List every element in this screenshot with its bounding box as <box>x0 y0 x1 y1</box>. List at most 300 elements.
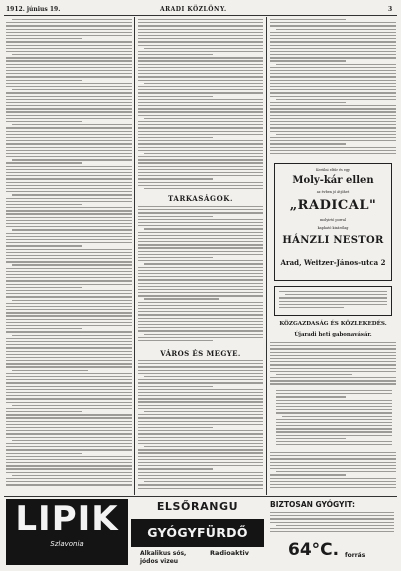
text-line <box>6 121 82 122</box>
text-line <box>6 242 132 243</box>
text-line <box>6 169 132 170</box>
text-line <box>6 172 132 173</box>
text-line <box>270 487 396 488</box>
text-line <box>6 309 132 310</box>
text-line <box>6 271 132 272</box>
text-line <box>270 35 396 36</box>
text-line <box>270 512 394 513</box>
text-line <box>138 115 263 116</box>
lipik-phrase2: jódos vizeu <box>140 558 179 565</box>
text-line <box>138 150 263 151</box>
price-table-rows <box>276 390 392 450</box>
text-line <box>270 32 396 33</box>
text-line <box>276 99 396 100</box>
text-line <box>6 366 132 367</box>
text-line <box>138 80 263 81</box>
text-line <box>6 108 132 109</box>
text-line <box>138 386 213 387</box>
text-line <box>138 212 263 213</box>
text-line <box>6 51 132 52</box>
text-line <box>12 194 132 195</box>
section-heading-tarkasagok: TARKASÁGOK. <box>168 194 233 203</box>
text-line <box>6 344 132 345</box>
page-date: 1912. június 19. <box>6 6 61 13</box>
text-line <box>6 96 132 97</box>
text-line <box>144 188 263 189</box>
moly-ad-seller-label: kapható kizárólag <box>317 226 349 230</box>
text-line <box>138 308 263 309</box>
text-line <box>6 443 132 444</box>
text-line <box>6 360 132 361</box>
text-line <box>138 127 263 128</box>
text-line <box>270 73 396 74</box>
text-line <box>6 220 132 221</box>
text-line <box>6 210 132 211</box>
text-line <box>138 166 263 167</box>
text-line <box>138 382 263 383</box>
text-line <box>138 232 263 233</box>
text-line <box>138 417 263 418</box>
text-line <box>279 304 387 305</box>
text-line <box>6 427 132 428</box>
text-line <box>138 276 263 277</box>
text-line <box>270 108 396 109</box>
text-line <box>138 54 213 55</box>
text-line <box>6 115 132 116</box>
text-line <box>6 421 132 422</box>
text-line <box>6 255 132 256</box>
text-line <box>138 89 263 90</box>
moly-ad-line1: Kerülni eltűr és egy <box>316 168 350 172</box>
text-line <box>12 300 132 301</box>
text-line <box>270 57 396 58</box>
text-line <box>6 389 132 390</box>
text-line <box>138 238 263 239</box>
text-line <box>6 354 132 355</box>
text-line <box>144 376 263 377</box>
text-line <box>6 411 82 412</box>
text-line <box>6 268 132 269</box>
text-line <box>6 446 132 447</box>
column-3-text-bottom <box>270 452 396 492</box>
text-line <box>276 471 396 472</box>
text-line <box>6 465 132 466</box>
text-line <box>138 302 263 303</box>
text-line <box>138 370 263 371</box>
text-line <box>138 289 263 290</box>
text-line <box>6 414 132 415</box>
text-line <box>138 327 263 328</box>
section-heading-kozgazdasag: KÖZGAZDASÁG ÉS KÖZLEKEDÉS. <box>279 321 387 327</box>
text-line <box>138 260 263 261</box>
column-1-text <box>6 19 132 491</box>
text-line <box>138 134 263 135</box>
text-line <box>138 366 263 367</box>
column-2-text-top <box>138 19 263 192</box>
text-line <box>138 241 263 242</box>
text-line <box>138 99 263 100</box>
text-line <box>270 140 396 141</box>
text-line <box>6 64 132 65</box>
text-line <box>270 153 396 154</box>
text-line <box>138 175 263 176</box>
text-line <box>270 111 396 112</box>
text-line <box>6 147 132 148</box>
text-line <box>6 478 132 479</box>
text-line <box>270 383 396 384</box>
text-line <box>270 147 396 148</box>
text-line <box>270 92 396 93</box>
text-line <box>270 522 394 523</box>
lipik-subtitle: GYÓGYFÜRDŐ <box>131 519 264 547</box>
text-line <box>138 41 263 42</box>
text-line <box>270 458 396 459</box>
text-line <box>138 449 263 450</box>
text-line <box>6 143 132 144</box>
column-3-text-middle <box>270 342 396 388</box>
text-line <box>6 41 132 42</box>
masthead: ARADI KÖZLÖNY. <box>160 6 227 13</box>
text-line <box>6 277 132 278</box>
text-line <box>276 403 392 404</box>
text-line <box>6 449 132 450</box>
text-line <box>138 247 263 248</box>
text-line <box>6 32 132 33</box>
text-line <box>270 377 396 378</box>
lipik-claims-text <box>270 512 394 536</box>
text-line <box>138 105 263 106</box>
text-line <box>6 287 82 288</box>
text-line <box>138 405 263 406</box>
text-line <box>6 274 132 275</box>
text-line <box>138 340 213 341</box>
text-line <box>138 108 263 109</box>
text-line <box>270 115 396 116</box>
text-line <box>138 51 263 52</box>
text-line <box>6 325 132 326</box>
text-line <box>6 38 82 39</box>
text-line <box>138 395 263 396</box>
text-line <box>6 357 132 358</box>
text-line <box>6 92 132 93</box>
small-notice-text <box>279 291 387 313</box>
text-line <box>138 96 213 97</box>
page-number: 3 <box>388 6 393 13</box>
text-line <box>138 267 263 268</box>
text-line <box>138 251 263 252</box>
text-line <box>279 307 344 308</box>
text-line <box>276 441 392 442</box>
text-line <box>6 134 132 135</box>
header-rule <box>4 15 397 16</box>
text-line <box>138 360 263 361</box>
text-line <box>138 222 263 223</box>
text-line <box>270 96 396 97</box>
text-line <box>6 252 132 253</box>
text-line <box>138 398 263 399</box>
text-line <box>138 70 263 71</box>
text-line <box>270 364 396 365</box>
text-line <box>6 175 132 176</box>
text-line <box>270 518 394 519</box>
text-line <box>276 396 346 397</box>
text-line <box>276 431 392 432</box>
text-line <box>6 45 132 46</box>
text-line <box>138 19 263 20</box>
text-line <box>138 389 263 390</box>
text-line <box>270 45 396 46</box>
text-line <box>276 406 392 407</box>
text-line <box>138 38 263 39</box>
text-line <box>138 60 263 61</box>
text-line <box>6 25 132 26</box>
text-line <box>270 48 396 49</box>
text-line <box>270 25 396 26</box>
text-line <box>12 440 132 441</box>
text-line <box>6 258 132 259</box>
text-line <box>6 140 132 141</box>
text-line <box>138 373 263 374</box>
ad-band-rule <box>4 496 397 497</box>
text-line <box>279 301 387 302</box>
text-line <box>6 22 132 23</box>
text-line <box>6 86 132 87</box>
text-line <box>6 76 132 77</box>
text-line <box>138 318 263 319</box>
text-line <box>270 345 396 346</box>
text-line <box>276 64 396 65</box>
text-line <box>6 111 132 112</box>
text-line <box>6 328 82 329</box>
text-line <box>270 121 396 122</box>
text-line <box>138 305 263 306</box>
text-line <box>138 270 263 271</box>
text-line <box>6 60 132 61</box>
text-line <box>270 51 396 52</box>
text-line <box>6 373 132 374</box>
text-line <box>6 35 132 36</box>
text-line <box>12 264 132 265</box>
text-line <box>276 428 392 429</box>
moly-ad-brand: „RADICAL" <box>289 198 377 213</box>
text-line <box>276 390 392 391</box>
moly-ad-address: Arad, Weitzer-János-utca 2 <box>280 258 386 267</box>
text-line <box>6 363 132 364</box>
text-line <box>270 515 394 516</box>
text-line <box>6 249 132 250</box>
text-line <box>6 430 132 431</box>
text-line <box>138 392 263 393</box>
text-line <box>270 528 394 529</box>
text-line <box>6 99 132 100</box>
text-line <box>138 143 263 144</box>
small-notice-box <box>274 286 392 316</box>
text-line <box>12 335 132 336</box>
text-line <box>6 417 132 418</box>
text-line <box>270 67 396 68</box>
text-line <box>6 223 132 224</box>
text-line <box>270 358 396 359</box>
text-line <box>144 334 263 335</box>
section-subheading-gabona: Újaradi heti gabonavásár. <box>294 332 372 338</box>
text-line <box>6 105 132 106</box>
text-line <box>6 70 132 71</box>
text-line <box>270 380 396 381</box>
text-line <box>138 169 263 170</box>
text-line <box>138 286 263 287</box>
text-line <box>138 452 263 453</box>
text-line <box>270 452 396 453</box>
text-line <box>6 280 132 281</box>
lipik-first: ELSŐRANGU <box>156 500 239 513</box>
text-line <box>138 32 263 33</box>
text-line <box>6 462 132 463</box>
column-3-text-top <box>270 19 396 159</box>
text-line <box>6 182 132 183</box>
text-line <box>6 293 132 294</box>
text-line <box>270 60 346 61</box>
text-line <box>270 105 396 106</box>
text-line <box>6 80 82 81</box>
text-line <box>6 201 132 202</box>
text-line <box>6 481 132 482</box>
text-line <box>12 89 132 90</box>
text-line <box>270 531 394 532</box>
text-line <box>6 236 132 237</box>
column-divider <box>266 17 267 495</box>
text-line <box>6 57 132 58</box>
text-line <box>270 131 396 132</box>
text-line <box>6 322 132 323</box>
text-line <box>138 147 263 148</box>
moly-ad <box>274 163 392 281</box>
text-line <box>270 41 396 42</box>
text-line <box>12 54 132 55</box>
text-line <box>6 83 132 84</box>
text-line <box>144 446 263 447</box>
text-line <box>138 162 263 163</box>
text-line <box>270 368 396 369</box>
text-line <box>6 296 132 297</box>
text-line <box>138 92 263 93</box>
lipik-temperature: 64°C. <box>288 540 340 560</box>
text-line <box>270 80 396 81</box>
text-line <box>138 421 263 422</box>
text-line <box>276 435 392 436</box>
text-line <box>6 127 132 128</box>
text-line <box>6 213 132 214</box>
text-line <box>138 311 263 312</box>
text-line <box>270 19 346 20</box>
text-line <box>138 25 263 26</box>
text-line <box>270 371 396 372</box>
text-line <box>276 400 392 401</box>
text-line <box>6 338 132 339</box>
text-line <box>270 465 396 466</box>
text-line <box>6 456 132 457</box>
text-line <box>12 19 132 20</box>
text-line <box>144 228 263 229</box>
text-line <box>270 342 396 343</box>
text-line <box>12 229 132 230</box>
text-line <box>270 361 396 362</box>
text-line <box>6 185 132 186</box>
text-line <box>144 298 219 299</box>
text-line <box>12 124 132 125</box>
text-line <box>6 204 82 205</box>
text-line <box>6 468 132 469</box>
text-line <box>270 22 396 23</box>
text-line <box>138 29 263 30</box>
text-line <box>6 153 132 154</box>
text-line <box>138 433 263 434</box>
text-line <box>138 131 263 132</box>
text-line <box>138 292 263 293</box>
text-line <box>276 29 396 30</box>
text-line <box>138 408 263 409</box>
text-line <box>270 462 396 463</box>
text-line <box>270 118 396 119</box>
text-line <box>6 312 132 313</box>
text-line <box>6 290 132 291</box>
text-line <box>276 419 392 420</box>
moly-ad-line3: molyirtó porral <box>319 218 346 222</box>
text-line <box>138 22 263 23</box>
text-line <box>138 178 213 179</box>
text-line <box>6 424 132 425</box>
text-line <box>144 48 263 49</box>
text-line <box>270 76 396 77</box>
text-line <box>138 235 263 236</box>
lipik-safe: BIZTOSAN GYÓGYIT: <box>270 500 355 509</box>
text-line <box>138 86 263 87</box>
text-line <box>138 427 213 428</box>
text-line <box>144 411 263 412</box>
text-line <box>138 295 263 296</box>
text-line <box>6 217 132 218</box>
text-line <box>270 474 346 475</box>
text-line <box>276 444 392 445</box>
text-line <box>138 283 263 284</box>
text-line <box>138 67 263 68</box>
text-line <box>12 159 132 160</box>
text-line <box>138 121 263 122</box>
lipik-place: Szlavonia <box>50 540 84 548</box>
text-line <box>270 484 396 485</box>
text-line <box>138 216 213 217</box>
text-line <box>270 150 396 151</box>
text-line <box>12 370 88 371</box>
text-line <box>6 188 132 189</box>
lipik-phrase1: Alkalikus sós, <box>140 550 187 557</box>
text-line <box>6 459 132 460</box>
text-line <box>138 140 263 141</box>
text-line <box>279 291 387 292</box>
text-line <box>6 150 132 151</box>
text-line <box>138 488 263 489</box>
text-line <box>138 45 263 46</box>
text-line <box>276 438 346 439</box>
text-line <box>138 185 263 186</box>
text-line <box>270 127 396 128</box>
text-line <box>138 57 263 58</box>
text-line <box>270 102 346 103</box>
text-line <box>6 137 132 138</box>
text-line <box>138 225 263 226</box>
text-line <box>270 352 396 353</box>
text-line <box>6 156 132 157</box>
text-line <box>6 386 132 387</box>
